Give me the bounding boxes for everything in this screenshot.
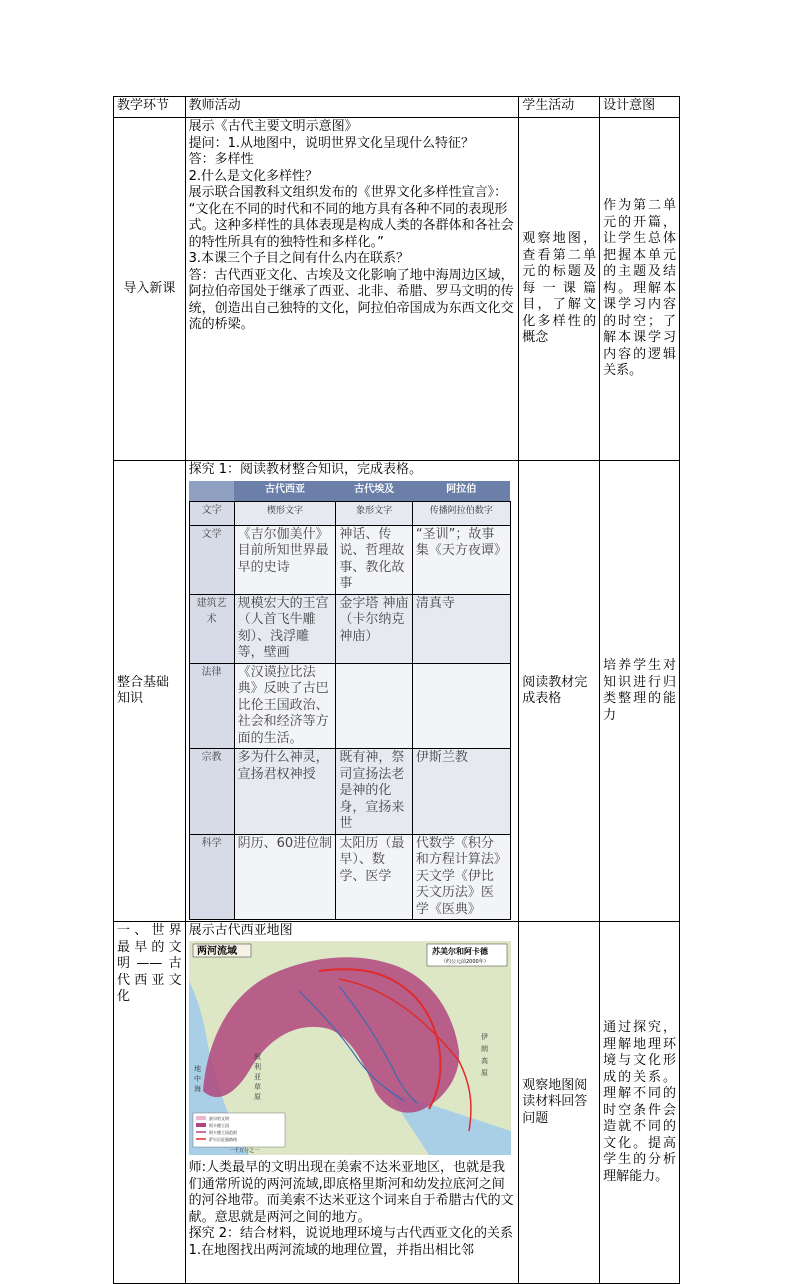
teacher-line: 2.什么是文化多样性？ (188, 168, 319, 184)
row-west-asia (114, 922, 680, 1284)
teacher-line: 展示古代西亚地图 (188, 923, 293, 938)
summary-cell: 阴历、60进位制 (234, 834, 336, 920)
row-intro (114, 118, 680, 461)
summary-cell: 规模宏大的王宫（人首飞牛雕刻）、浅浮雕等，壁画 (234, 594, 336, 663)
summary-table (189, 481, 511, 921)
map-label: 亚 (253, 1072, 261, 1081)
summary-header (189, 481, 510, 502)
teacher-line: 3.本课三个子目之间有什么内在联系？ (188, 251, 410, 266)
teacher-line: 师:人类最早的文明出现在美索不达米亚地区，也就是我们通常所说的两河流域,即底格里斯河和幼发拉底河之间的河谷地带。而美索不达米亚这个词来自于希腊古代的文献。意思就是两河之间的地方。 (188, 1160, 514, 1225)
summary-corner (189, 481, 234, 502)
teacher-line: 探究 1：阅读教材整合知识，完成表格。 (188, 462, 423, 477)
teacher-west-asia-cell (185, 922, 519, 1284)
student-integrate: 阅读教材完成表格 (519, 461, 600, 922)
map-label: 利 (253, 1062, 261, 1071)
summary-cell: 《汉谟拉比法典》反映了古巴比伦王国政治、社会和经济等方面的生活。 (234, 663, 336, 749)
row-integrate (114, 461, 680, 922)
map-label: 海 (193, 1084, 201, 1093)
summary-row (189, 749, 510, 835)
header-intent: 设计意图 (600, 97, 680, 118)
teacher-intro-cell (185, 118, 519, 461)
map-label: 草 (253, 1082, 261, 1091)
summary-label: 法律 (189, 663, 234, 749)
map-label: 伊 (480, 1032, 488, 1041)
map-label: 地 (193, 1064, 201, 1073)
map-label: 原 (480, 1068, 488, 1077)
teacher-line: 探究 2：结合材料，说说地理环境与古代西亚文化的关系 (188, 1226, 514, 1241)
map-label: 朗 (480, 1044, 488, 1053)
summary-row (189, 834, 510, 920)
stage-integrate: 整合基础知识 (114, 461, 186, 922)
summary-cell: 神话、传说、哲理故事、教化故事 (336, 525, 412, 594)
summary-row (189, 594, 510, 663)
summary-row (189, 525, 510, 594)
summary-cell: 楔形文字 (234, 501, 336, 525)
summary-label: 文学 (189, 525, 234, 594)
header-stage: 教学环节 (114, 97, 186, 118)
stage-west-asia: 一、世界最早的文明——古代西亚文化 (114, 922, 186, 1284)
summary-cell: 清真寺 (412, 594, 510, 663)
map-label: 原 (253, 1092, 261, 1101)
summary-label: 建筑艺术 (189, 594, 234, 663)
header-row (114, 97, 680, 118)
student-west-asia: 观察地图阅读材料回答问题 (519, 922, 600, 1284)
teacher-line: 展示联合国教科文组织发布的《世界文化多样性宣言》： (188, 185, 508, 200)
legend-swatch (196, 1123, 206, 1127)
header-student: 学生活动 (519, 97, 600, 118)
teacher-line: 1.在地图找出两河流域的地理位置，并指出相比邻 (188, 1242, 475, 1258)
summary-row (189, 501, 510, 525)
summary-cell: 金字塔 神庙（卡尔纳克神庙） (336, 594, 412, 663)
summary-cell: 既有神，祭司宣扬法老是神的化身，宣扬来世 (336, 749, 412, 835)
intent-integrate: 培养学生对知识进行归类整理的能力 (600, 461, 680, 922)
summary-cell: “圣训”；故事集《天方夜谭》 (412, 525, 510, 594)
header-teacher: 教师活动 (185, 97, 519, 118)
map-label: 叙 (253, 1052, 261, 1061)
summary-col: 阿拉伯 (412, 481, 510, 502)
lesson-plan-table (113, 96, 680, 1284)
legend-item: 阿卡德王国 (208, 1122, 229, 1128)
map-label: 高 (480, 1056, 488, 1065)
map-legend (193, 1113, 285, 1147)
teacher-line: 提问：1.从地图中，说明世界文化呈现什么特征？ (188, 135, 475, 151)
stage-intro: 导入新课 (114, 118, 186, 461)
legend-swatch (196, 1116, 206, 1120)
summary-cell: 象形文字 (336, 501, 412, 525)
summary-col: 古代埃及 (336, 481, 412, 502)
summary-cell (412, 663, 510, 749)
summary-cell: 传播阿拉伯数字 (412, 501, 510, 525)
summary-col: 古代西亚 (234, 481, 336, 502)
summary-row (189, 663, 510, 749)
two-rivers-map (189, 941, 511, 1155)
legend-item: 阿卡德王国范围 (208, 1129, 237, 1135)
legend-item: 萨尔贡征服路线 (208, 1136, 237, 1142)
map-title: 两河流域 (196, 945, 237, 957)
summary-label: 宗教 (189, 749, 234, 835)
summary-cell: 太阳历（最早）、数学、医学 (336, 834, 412, 920)
summary-cell: 伊斯兰教 (412, 749, 510, 835)
summary-cell: 代数学《积分和方程计算法》天文学《伊比天文历法》医学《医典》 (412, 834, 510, 920)
summary-cell: 《吉尔伽美什》目前所知世界最早的史诗 (234, 525, 336, 594)
inset-subtitle: （约公元前2000年） (440, 958, 489, 965)
map-label: 中 (193, 1074, 201, 1083)
teacher-line: 展示《古代主要文明示意图》 (188, 119, 358, 134)
map-scale: 一千万分之一 (228, 1147, 259, 1154)
teacher-integrate-cell (185, 461, 519, 922)
student-intro: 观察地图，查看第二单元的标题及每一课篇目，了解文化多样性的概念 (519, 118, 600, 461)
summary-label: 文字 (189, 501, 234, 525)
teacher-line: 答：古代西亚文化、古埃及文化影响了地中海周边区域，阿拉伯帝国处于继承了西亚、北非、希腊、罗马文明的传统，创造出自己独特的文化，阿拉伯帝国成为东西文化交流的桥梁。 (188, 267, 514, 332)
summary-cell: 多为什么神灵，宣扬君权神授 (234, 749, 336, 835)
intent-intro: 作为第二单元的开篇，让学生总体把握本单元的主题及结构。理解本课学习内容的时空；了解本课学习内容的逻辑关系。 (600, 118, 680, 461)
summary-label: 科学 (189, 834, 234, 920)
teacher-line: 答：多样性 (188, 152, 254, 167)
intent-west-asia: 通过探究，理解地理环境与文化形成的关系。理解不同的时空条件会造就不同的文化。提高学生的分析理解能力。 (600, 922, 680, 1284)
inset-title: 苏美尔和阿卡德 (431, 946, 488, 956)
legend-item: 最早的文明 (208, 1115, 229, 1121)
teacher-line: “文化在不同的时代和不同的地方具有各种不同的表现形式。这种多样性的具体表现是构成人类的各群体和各社会的特性所具有的独特性和多样化。” (188, 201, 514, 250)
summary-cell (336, 663, 412, 749)
